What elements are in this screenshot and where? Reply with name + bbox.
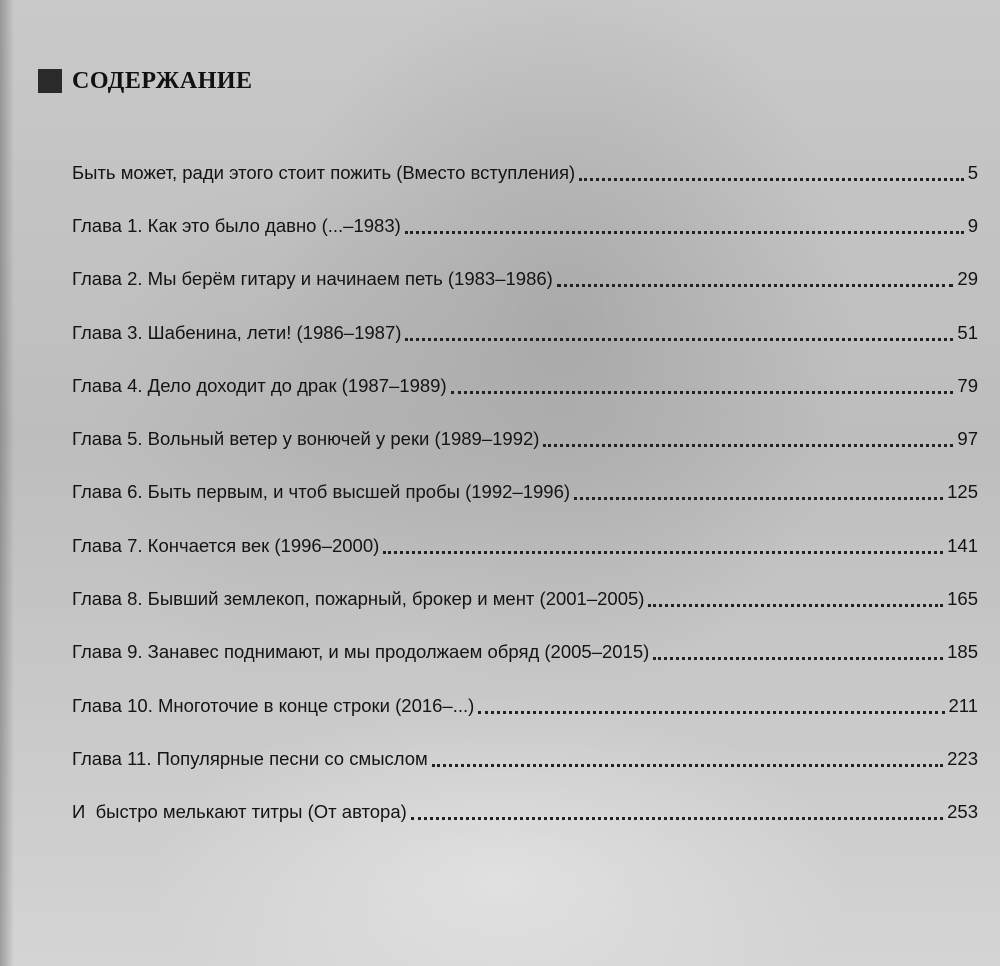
toc-entry (72, 306, 978, 359)
toc-entry-page: 125 (947, 481, 978, 503)
toc-entry-title: Глава 4. Дело доходит до драк (1987–1989) (72, 374, 447, 396)
toc-leader-dots (411, 816, 943, 820)
toc-entry-page: 185 (947, 641, 978, 663)
toc-entry-title: Глава 2. Мы берём гитару и начинаем петь (1983–1986) (72, 268, 553, 290)
toc-leader-dots (432, 763, 943, 767)
toc-entry-title: Глава 6. Быть первым, и чтоб высшей пробы (1992–1996) (72, 481, 571, 503)
toc-entry (72, 626, 978, 679)
toc-entry-page: 5 (967, 161, 978, 183)
toc-entry (72, 412, 978, 465)
toc-entry-title: Глава 1. Как это было давно (...–1983) (72, 214, 401, 236)
toc-entry-title: Глава 9. Занавес поднимают, и мы продолжаем обряд (2005–2015) (72, 641, 650, 663)
toc-entry-page: 29 (957, 268, 978, 290)
toc-entry-title: Глава 5. Вольный ветер у вонючей у реки (1989–1992) (72, 428, 540, 450)
square-bullet-icon (38, 69, 62, 93)
toc-entry (72, 572, 978, 625)
toc-entry-page: 211 (948, 694, 978, 716)
toc-leader-dots (574, 496, 943, 500)
toc-entry (72, 359, 978, 412)
toc-entry (72, 679, 978, 732)
toc-leader-dots (648, 603, 943, 607)
page-edge-shadow (0, 0, 14, 966)
toc-entry (72, 199, 978, 252)
toc-entry (72, 519, 978, 572)
toc-entry (72, 466, 978, 519)
toc-header (38, 66, 253, 96)
toc-entry-title: И быстро мелькают титры (От автора) (72, 801, 407, 823)
toc-entry-page: 79 (957, 374, 978, 396)
toc-entry-page: 97 (957, 428, 978, 450)
toc-leader-dots (405, 337, 953, 341)
toc-leader-dots (579, 177, 964, 181)
toc-leader-dots (383, 550, 943, 554)
toc-leader-dots (557, 283, 954, 287)
toc-entry-title: Глава 7. Кончается век (1996–2000) (72, 534, 380, 556)
toc-entry-title: Глава 8. Бывший землекоп, пожарный, брокер и мент (2001–2005) (72, 588, 645, 610)
table-of-contents (72, 146, 978, 839)
toc-leader-dots (405, 230, 964, 234)
toc-entry-title: Глава 10. Многоточие в конце строки (2016–...) (72, 694, 475, 716)
toc-entry (72, 786, 978, 839)
toc-leader-dots (543, 443, 953, 447)
toc-entry-title: Глава 3. Шабенина, лети! (1986–1987) (72, 321, 402, 343)
toc-entry (72, 146, 978, 199)
toc-entry-title: Быть может, ради этого стоит пожить (Вместо вступления) (72, 161, 576, 183)
toc-leader-dots (478, 710, 944, 714)
toc-entry-page: 9 (967, 214, 978, 236)
toc-entry-page: 223 (947, 747, 978, 769)
toc-entry-page: 253 (947, 801, 978, 823)
toc-leader-dots (653, 656, 943, 660)
page-title: СОДЕРЖАНИЕ (72, 67, 253, 94)
toc-leader-dots (451, 390, 954, 394)
toc-entry-page: 141 (947, 534, 978, 556)
toc-entry-page: 51 (957, 321, 978, 343)
toc-entry-page: 165 (947, 588, 978, 610)
toc-entry-title: Глава 11. Популярные песни со смыслом (72, 747, 428, 769)
toc-entry (72, 253, 978, 306)
toc-entry (72, 732, 978, 785)
